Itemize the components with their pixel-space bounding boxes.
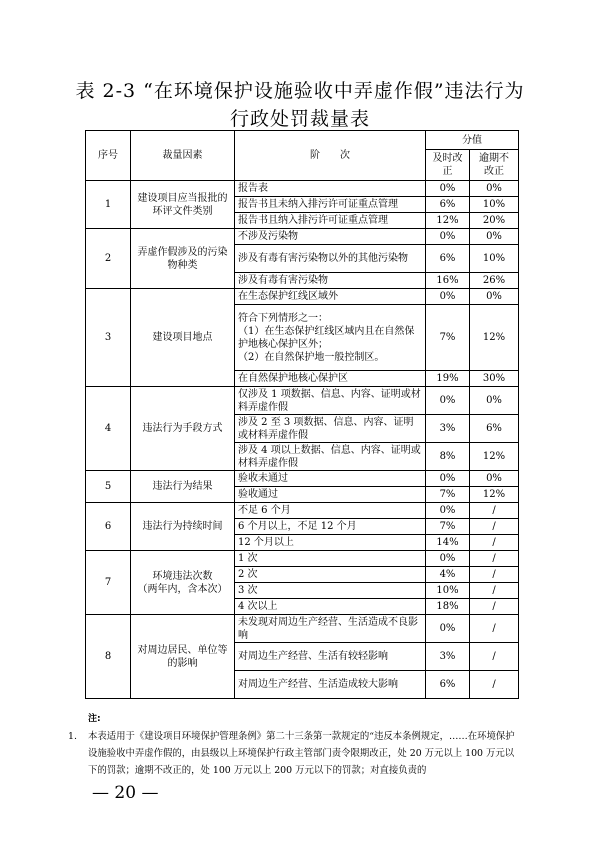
row-level: 涉及 2 至 3 项数据、信息、内容、证明或材料弄虚作假 (235, 415, 426, 443)
row-level: 12 个月以上 (235, 535, 426, 551)
row-timely-score: 6% (426, 245, 470, 273)
row-factor: 建设项目地点 (131, 289, 235, 387)
notes-heading: 注: (88, 714, 101, 724)
row-timely-score: 8% (426, 443, 470, 471)
header-score: 分值 (426, 131, 519, 150)
row-seq: 4 (86, 387, 131, 471)
row-level: 报告书且未纳入排污许可证重点管理 (235, 197, 426, 213)
row-seq: 2 (86, 229, 131, 289)
row-seq: 6 (86, 503, 131, 551)
row-level: 2 次 (235, 567, 426, 583)
row-overdue-score: 26% (470, 273, 519, 289)
row-seq: 5 (86, 471, 131, 503)
table-row (86, 471, 519, 487)
row-level: 验收通过 (235, 487, 426, 503)
row-overdue-score: 0% (470, 471, 519, 487)
row-timely-score: 18% (426, 599, 470, 615)
row-timely-score: 12% (426, 213, 470, 229)
row-overdue-score: / (470, 551, 519, 567)
table-row (86, 229, 519, 245)
row-overdue-score: 0% (470, 229, 519, 245)
row-overdue-score: 30% (470, 371, 519, 387)
row-overdue-score: 10% (470, 197, 519, 213)
row-level: 报告表 (235, 181, 426, 197)
row-overdue-score: 0% (470, 387, 519, 415)
row-timely-score: 0% (426, 615, 470, 643)
row-overdue-score: 12% (470, 487, 519, 503)
row-level: 验收未通过 (235, 471, 426, 487)
row-seq: 1 (86, 181, 131, 229)
row-overdue-score: 0% (470, 289, 519, 305)
row-level: 在生态保护红线区域外 (235, 289, 426, 305)
notes (68, 711, 520, 779)
row-seq: 8 (86, 615, 131, 699)
note-number: 1. (68, 731, 77, 742)
row-seq: 3 (86, 289, 131, 387)
row-level: 涉及有毒有害污染物 (235, 273, 426, 289)
table-title-line-2: 行政处罚裁量表 (229, 108, 370, 130)
row-overdue-score: 12% (470, 443, 519, 471)
header-timely: 及时改正 (426, 150, 470, 181)
row-overdue-score: 0% (470, 181, 519, 197)
row-level: 未发现对周边生产经营、生活造成不良影响 (235, 615, 426, 643)
row-timely-score: 6% (426, 671, 470, 699)
row-timely-score: 3% (426, 415, 470, 443)
header-overdue: 逾期不改正 (470, 150, 519, 181)
row-overdue-score: 6% (470, 415, 519, 443)
row-overdue-score: 20% (470, 213, 519, 229)
row-timely-score: 0% (426, 289, 470, 305)
row-level: 3 次 (235, 583, 426, 599)
row-level: 在自然保护地核心保护区 (235, 371, 426, 387)
row-factor: 违法行为手段方式 (131, 387, 235, 471)
row-factor: 对周边居民、单位等的影响 (131, 615, 235, 699)
header-level: 阶 次 (235, 131, 426, 181)
row-overdue-score: / (470, 503, 519, 519)
table-body (86, 181, 519, 699)
row-timely-score: 7% (426, 305, 470, 371)
row-timely-score: 14% (426, 535, 470, 551)
row-overdue-score: / (470, 535, 519, 551)
header-seq: 序号 (86, 131, 131, 181)
row-factor: 弄虚作假涉及的污染物种类 (131, 229, 235, 289)
row-timely-score: 0% (426, 551, 470, 567)
row-overdue-score: 12% (470, 305, 519, 371)
row-seq: 7 (86, 551, 131, 615)
note-item (68, 728, 520, 779)
row-timely-score: 7% (426, 487, 470, 503)
row-level: 对周边生产经营、生活造成较大影响 (235, 671, 426, 699)
page-number: — 20 — (92, 783, 159, 803)
row-factor: 违法行为持续时间 (131, 503, 235, 551)
row-overdue-score: / (470, 599, 519, 615)
table-row (86, 503, 519, 519)
row-level: 6 个月以上，不足 12 个月 (235, 519, 426, 535)
row-overdue-score: / (470, 583, 519, 599)
row-factor: 建设项目应当报批的环评文件类别 (131, 181, 235, 229)
table-row (86, 615, 519, 643)
row-timely-score: 0% (426, 229, 470, 245)
table-row (86, 387, 519, 415)
row-level: 涉及有毒有害污染物以外的其他污染物 (235, 245, 426, 273)
row-overdue-score: / (470, 671, 519, 699)
row-overdue-score: / (470, 567, 519, 583)
row-timely-score: 7% (426, 519, 470, 535)
row-level: 涉及 4 项以上数据、信息、内容、证明或材料弄虚作假 (235, 443, 426, 471)
row-timely-score: 0% (426, 503, 470, 519)
row-overdue-score: / (470, 643, 519, 671)
row-factor: 环境违法次数 （两年内，含本次） (131, 551, 235, 615)
row-overdue-score: / (470, 615, 519, 643)
table-row (86, 551, 519, 567)
note-text: 本表适用于《建设项目环境保护管理条例》第二十三条第一款规定的“违反本条例规定，……在环境保护设施验收中弄虚作假的，由县级以上环境保护行政主管部门责令限期改正，处 20 万元以上 100 万元以下的罚款；逾期不改正的，处 100 万元以上 200 万元以下的罚款；对直接负责的 (88, 731, 515, 776)
row-timely-score: 16% (426, 273, 470, 289)
row-level: 仅涉及 1 项数据、信息、内容、证明或材料弄虚作假 (235, 387, 426, 415)
row-timely-score: 10% (426, 583, 470, 599)
row-timely-score: 0% (426, 387, 470, 415)
table-title-line-1: 表 2-3 “在环境保护设施验收中弄虚作假”违法行为 (75, 80, 525, 102)
row-factor: 违法行为结果 (131, 471, 235, 503)
row-timely-score: 0% (426, 181, 470, 197)
row-timely-score: 3% (426, 643, 470, 671)
row-level: 4 次以上 (235, 599, 426, 615)
row-level: 符合下列情形之一： （1）在生态保护红线区域内且在自然保护地核心保护区外； （2）在自然保护地一般控制区。 (235, 305, 426, 371)
table-row (86, 289, 519, 305)
row-level: 报告书且纳入排污许可证重点管理 (235, 213, 426, 229)
row-overdue-score: 10% (470, 245, 519, 273)
row-timely-score: 19% (426, 371, 470, 387)
row-level: 对周边生产经营、生活有较轻影响 (235, 643, 426, 671)
row-level: 不足 6 个月 (235, 503, 426, 519)
header-factor: 裁量因素 (131, 131, 235, 181)
row-level: 不涉及污染物 (235, 229, 426, 245)
row-overdue-score: / (470, 519, 519, 535)
penalty-discretion-table (85, 130, 519, 699)
row-timely-score: 6% (426, 197, 470, 213)
table-row (86, 181, 519, 197)
row-timely-score: 4% (426, 567, 470, 583)
row-level: 1 次 (235, 551, 426, 567)
row-timely-score: 0% (426, 471, 470, 487)
